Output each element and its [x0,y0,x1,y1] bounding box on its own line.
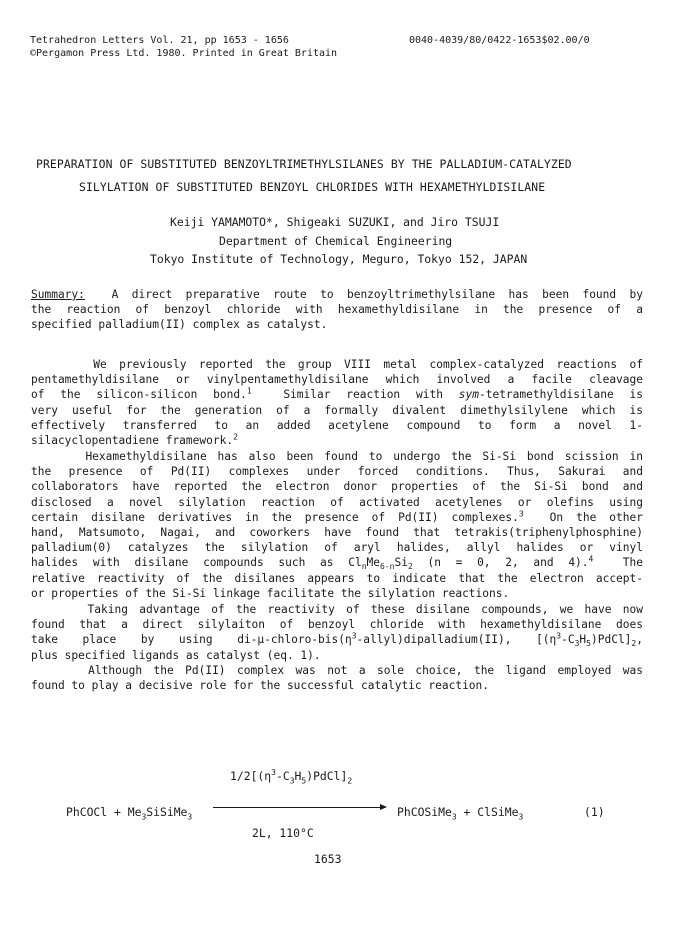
paragraph-2 [31,449,643,601]
p3-line-3e: )PdCl] [591,633,632,647]
p4-line-1: Although the Pd(II) complex was not a sole choice, the ligand employed was [88,664,643,677]
reference-4: 4 [588,554,594,564]
title-line-1: PREPARATION OF SUBSTITUTED BENZOYLTRIMETHYLSILANES BY THE PALLADIUM-CATALYZED [36,157,572,171]
p2-line-1: Hexamethyldisilane has also been found to undergo the Si-Si bond scission in [85,450,643,463]
reference-1: 1 [246,386,252,396]
equation-conditions: 2L, 110°C [252,826,314,840]
title-line-2: SILYLATION OF SUBSTITUTED BENZOYL CHLORIDES WITH HEXAMETHYLDISILANE [79,180,546,194]
sub-c3: 3 [574,639,580,649]
p2-line-10: or properties of the Si-Si linkage facilitate the silylation reactions. [31,586,510,600]
summary-line-2: the reaction of benzoyl chloride with hexamethyldisilane in the presence of a [31,303,643,317]
reference-2: 2 [233,432,238,442]
p1-line-2: pentamethyldisilane or vinylpentamethyldisilane which involved a facile cleavage [31,373,643,387]
p2-line-5b: On the other [549,510,643,524]
p3-line-3f: , [636,633,643,647]
p2-line-5a: certain disilane derivatives in the presence of Pd(II) complexes. [31,510,519,524]
p2-line-8a: halides with disilane compounds such as Cl [31,556,362,570]
p3-line-1: Taking advantage of the reactivity of these disilane compounds, we have now [87,603,643,616]
p1-line-1: We previously reported the group VIII metal complex-catalyzed reactions of [93,358,643,371]
reference-3: 3 [518,509,524,519]
p2-line-6: hand, Matsumoto, Nagai, and coworkers have found that tetrakis(triphenylphosphine) [31,526,643,540]
sub-2b: 2 [631,639,637,649]
equation-catalyst: $1/2[(\eta^3-C_3H_5)PdCl]_2$ [230,768,353,786]
sup-3b: 3 [556,631,562,641]
page-number: 1653 [314,852,342,866]
p3-line-3c: -C [561,633,575,647]
p4-line-2: found to play a decisive role for the successful catalytic reaction. [31,679,490,693]
p2-line-9: relative reactivity of the disilanes appears to indicate that the electron accept- [31,571,643,585]
sym-italic: sym [458,388,479,402]
p1-line-3a: of the silicon-silicon bond. [31,388,247,402]
author-names: Keiji YAMAMOTO*, Shigeaki SUZUKI, and Jiro TSUJI [170,215,500,229]
paragraph-3 [31,602,643,663]
p2-line-8c: The [622,556,643,570]
formula-me: Me [366,556,380,570]
p2-line-2: the presence of Pd(II) complexes under forced conditions. Thus, Sakurai and [31,465,643,479]
sub-2: 2 [407,562,413,572]
journal-citation: Tetrahedron Letters Vol. 21, pp 1653 - 1656 [30,35,289,46]
sub-n: n [361,562,367,572]
summary-line-1: A direct preparative route to benzoyltrimethylsilane has been found by [111,288,643,301]
p2-line-4: disclosed a novel silylation reaction of activated acetylenes or olefins using [31,495,643,509]
sup-3a: 3 [351,631,357,641]
summary-label: Summary: [31,288,85,301]
p3-line-3a: take place by using di-μ-chloro-bis(η [31,633,352,647]
reaction-arrow-head [380,804,387,810]
paragraph-4 [31,663,643,693]
p3-line-4: plus specified ligands as catalyst (eq. 1). [31,648,321,662]
article-code: 0040-4039/80/0422-1653$02.00/0 [409,35,590,46]
equation-reactants: PhCOCl + $Me_3SiSiMe_3$ [66,805,193,822]
p3-line-2: found that a direct silylaiton of benzoyl chloride with hexamethyldisilane does [31,618,643,632]
sub-h5: 5 [586,639,591,649]
sub-6-n: 6-n [380,562,395,572]
p1-line-3c: -tetramethyldisilane is [478,388,643,402]
author-institution: Tokyo Institute of Technology, Meguro, Tokyo 152, JAPAN [150,252,528,266]
reaction-arrow [213,807,381,808]
summary-line-3: specified palladium(II) complex as catalyst. [31,318,328,332]
p1-line-6: silacyclopentadiene framework. [31,434,234,448]
p3-line-3b: -allyl)dipalladium(II), [(η [356,633,557,647]
p2-line-7: palladium(0) catalyzes the silylation of aryl halides, allyl halides or vinyl [31,541,643,555]
summary-paragraph [31,287,643,333]
paragraph-1 [31,357,643,448]
equation-products: PhCOSiMe$_3$ + ClSiMe$_3$ [397,805,524,822]
formula-si: Si [394,556,408,570]
p2-line-3: collaborators have reported the electron donor properties of the Si-Si bond and [31,480,643,494]
p2-line-8b: (n = 0, 2, and 4). [427,556,589,570]
equation-number: (1) [584,805,605,819]
p3-line-3d: H [579,633,587,647]
copyright-line: ©Pergamon Press Ltd. 1980. Printed in Great Britain [30,48,338,59]
p1-line-3b: Similar reaction with [283,388,443,402]
author-department: Department of Chemical Engineering [219,234,453,248]
p1-line-5: effectively transferred to an added acetylene compound to form a novel 1- [31,418,643,432]
p1-line-4: very useful for the generation of a formally divalent dimethylsilylene which is [31,403,643,417]
